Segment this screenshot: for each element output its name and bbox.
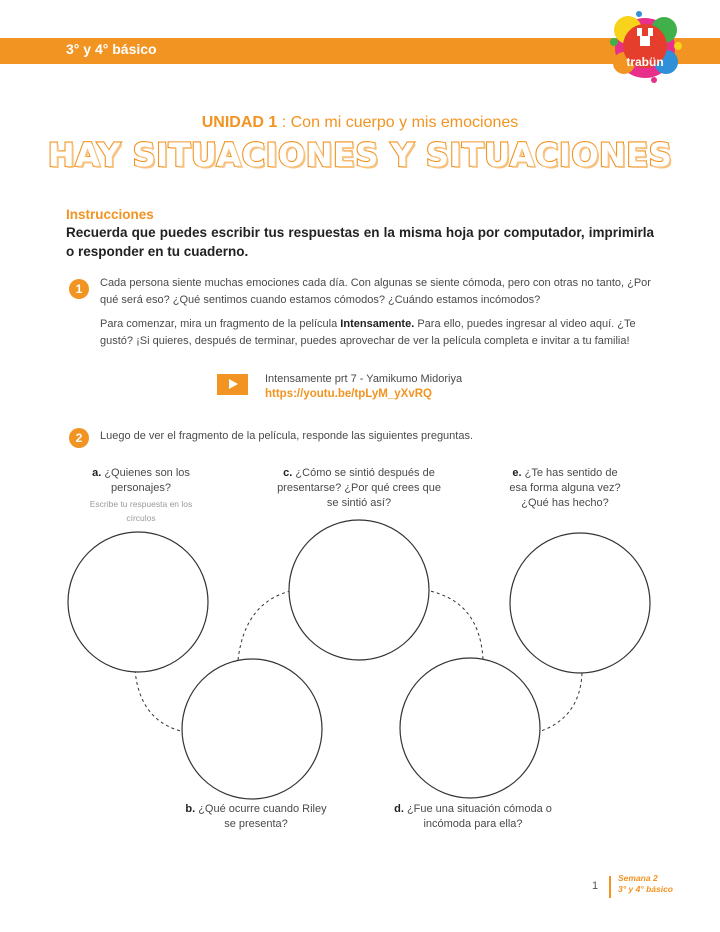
answer-circle-e[interactable] xyxy=(510,533,650,673)
question-d-letter: d. xyxy=(394,803,404,815)
question-b-text: ¿Qué ocurre cuando Riley se presenta? xyxy=(195,803,327,830)
question-c-letter: c. xyxy=(283,467,293,479)
video-title: Intensamente prt 7 - Yamikumo Midoriya xyxy=(265,373,463,385)
unit-subtitle: : Con mi cuerpo y mis emociones xyxy=(281,114,519,131)
page-number: 1 xyxy=(592,880,599,892)
answer-circle-c[interactable] xyxy=(289,520,429,660)
question-d-text: ¿Fue una situación cómoda o incómoda para ella? xyxy=(403,803,552,830)
footer-divider xyxy=(609,876,611,898)
answer-hint: Escribe tu respuesta en los círculos xyxy=(89,499,193,523)
answer-circle-b[interactable] xyxy=(182,659,322,799)
question-e-letter: e. xyxy=(512,467,522,479)
step-1-badge: 1 xyxy=(69,279,89,299)
question-e-text: ¿Te has sentido de esa forma alguna vez? ¿Qué has hecho? xyxy=(509,467,621,509)
unit-label: UNIDAD 1 xyxy=(201,114,278,131)
step-2-badge: 2 xyxy=(69,428,89,448)
footer-week xyxy=(618,873,673,895)
instructions-body: Recuerda que puedes escribir tus respuestas en la misma hoja por computador, imprimirla o responder en tu cuaderno. xyxy=(66,225,654,259)
question-c-text: ¿Cómo se sintió después de presentarse? ¿Por qué crees que se sintió así? xyxy=(277,467,441,509)
step-1-paragraph-1: Cada persona siente muchas emociones cada día. Con algunas se siente cómoda, pero con otras no tanto, ¿Por qué será eso? ¿Qué sentimos cuando estamos cómodos? ¿Cuándo estamos incómodos? xyxy=(100,277,651,306)
question-a-letter: a. xyxy=(92,467,102,479)
logo-text: trabün xyxy=(626,55,664,69)
connector-d-e xyxy=(535,673,582,733)
step-1-p2-text-a: Para comenzar, mira un fragmento de la película xyxy=(100,318,341,330)
question-b-letter: b. xyxy=(185,803,196,815)
video-link[interactable]: https://youtu.be/tpLyM_yXvRQ xyxy=(265,388,432,400)
movie-title: Intensamente. xyxy=(340,318,415,330)
footer-grade-label: 3° y 4° básico xyxy=(618,884,673,894)
connector-b-c xyxy=(238,590,295,660)
connector-c-d xyxy=(425,590,483,660)
answer-circle-a[interactable] xyxy=(68,532,208,672)
instructions-heading: Instrucciones xyxy=(66,207,154,222)
step-1-p2-text-b: Para ello, puedes ingresar al video aquí. ¿Te gustó? ¡Si quieres, después de terminar, puedes aprovechar de ver la película completa e invitar a tu familia! xyxy=(100,318,636,347)
question-a-text: ¿Quienes son los personajes? xyxy=(101,467,190,494)
answer-circle-d[interactable] xyxy=(400,658,540,798)
grade-label: 3° y 4° básico xyxy=(66,41,157,57)
footer-week-label: Semana 2 xyxy=(618,873,658,883)
page-title: HAY SITUACIONES Y SITUACIONES xyxy=(47,136,673,174)
step-2-text: Luego de ver el fragmento de la película, responde las siguientes preguntas. xyxy=(100,430,474,442)
